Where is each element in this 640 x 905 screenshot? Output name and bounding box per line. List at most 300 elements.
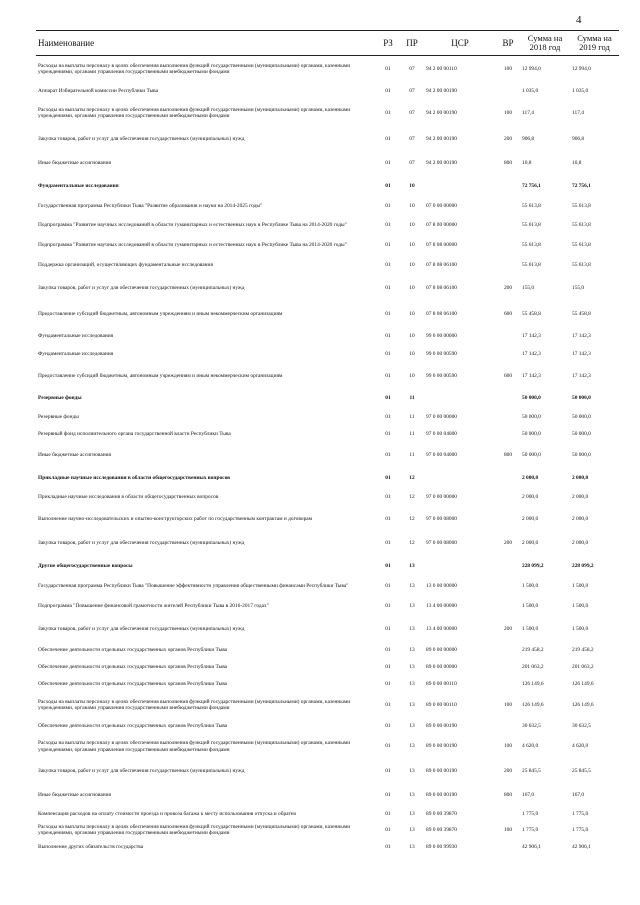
row-name: Расходы на выплаты персоналу в целях обеспечения выполнения функций государственными (муниципальными) органами, казенными учреждениями, органами управления государственными внебюджетными фондами (38, 62, 351, 76)
row-sum-2018: 1 775,0 (522, 810, 539, 817)
header-sum-2018: Сумма на 2018 год (520, 31, 570, 56)
row-rz: 01 (385, 664, 391, 671)
row-sum-2019: 228 099,2 (572, 562, 594, 569)
table-header-row (36, 31, 619, 56)
row-sum-2018: 1 500,0 (522, 625, 539, 632)
row-sum-2019: 1 775,0 (572, 826, 589, 833)
row-rz: 01 (385, 87, 391, 94)
row-csr (424, 556, 496, 577)
row-rz: 01 (385, 351, 391, 358)
row-pr: 07 (409, 109, 415, 116)
row-name: Компенсация расходов на оплату стоимости проезда и провоза багажа к месту использования отпуска и обратно (38, 810, 297, 817)
row-name: Иные бюджетные ассигнования (38, 452, 111, 459)
row-csr: 89 0 00 00190 (426, 792, 457, 799)
table-row (36, 444, 619, 468)
table-row (36, 597, 619, 617)
row-name: Предоставление субсидий бюджетным, автономным учреждениям и иным некоммерческим организациям (38, 310, 283, 317)
row-sum-2018: 50 000,0 (522, 431, 541, 438)
row-vr (496, 489, 520, 507)
row-pr: 10 (409, 242, 415, 249)
row-sum-2018: 2 000,0 (522, 540, 539, 547)
row-sum-2019: 1 500,0 (572, 603, 589, 610)
table-row (36, 507, 619, 532)
row-sum-2019: 50 000,0 (572, 413, 591, 420)
row-csr: 13 4 00 00000 (426, 625, 457, 632)
row-sum-2018: 126 149,6 (522, 701, 544, 708)
row-rz: 01 (385, 515, 391, 522)
row-rz: 01 (385, 160, 391, 167)
row-name: Резервные фонды (38, 395, 82, 402)
row-sum-2019: 42 906,1 (572, 844, 591, 851)
row-name: Резервные фонды (38, 413, 79, 420)
row-csr: 89 0 00 00190 (426, 767, 457, 774)
row-vr: 100 (503, 66, 513, 73)
row-pr: 13 (409, 583, 415, 590)
row-vr (496, 660, 520, 676)
table-row (36, 198, 619, 216)
row-vr: 600 (503, 372, 513, 379)
table-row (36, 660, 619, 676)
row-vr (496, 409, 520, 426)
row-sum-2019: 55 613,8 (572, 203, 591, 210)
row-vr (496, 327, 520, 346)
row-rz: 01 (385, 826, 391, 833)
budget-table (36, 30, 619, 856)
row-rz: 01 (385, 625, 391, 632)
row-vr (496, 507, 520, 532)
row-pr: 13 (409, 792, 415, 799)
table-row (36, 100, 619, 127)
row-vr: 200 (503, 767, 513, 774)
table-row (36, 426, 619, 444)
row-vr: 800 (503, 160, 513, 167)
row-sum-2019: 155,0 (572, 285, 585, 292)
row-name: Расходы на выплаты персоналу в целях обеспечения выполнения функций государственными (муниципальными) органами, казенными учреждениями, органами управления государственными внебюджетными фондами (38, 740, 351, 753)
row-pr: 10 (409, 183, 415, 190)
row-csr: 94 2 00 00110 (426, 66, 457, 73)
row-sum-2018: 167,0 (522, 792, 535, 799)
row-sum-2018: 50 000,0 (522, 395, 541, 402)
row-csr (424, 389, 496, 409)
row-pr: 13 (409, 810, 415, 817)
row-pr: 13 (409, 625, 415, 632)
row-vr (496, 256, 520, 276)
table-row (36, 617, 619, 642)
row-sum-2019: 201 063,2 (572, 664, 594, 671)
row-vr (496, 176, 520, 198)
row-name: Прикладные научные исследования в области общегосударственных вопросов (38, 474, 231, 481)
row-pr: 10 (409, 310, 415, 317)
row-rz: 01 (385, 680, 391, 687)
row-rz: 01 (385, 431, 391, 438)
row-pr: 13 (409, 680, 415, 687)
table-row (36, 821, 619, 840)
row-rz: 01 (385, 647, 391, 654)
table-row (36, 556, 619, 577)
row-rz: 01 (385, 395, 391, 402)
row-sum-2018: 1 775,0 (522, 826, 539, 833)
row-csr: 99 0 00 00590 (426, 351, 457, 358)
row-sum-2018: 50 000,0 (522, 413, 541, 420)
header-rz: РЗ (376, 31, 400, 56)
table-row (36, 784, 619, 808)
row-rz: 01 (385, 310, 391, 317)
row-pr: 10 (409, 203, 415, 210)
row-rz: 01 (385, 135, 391, 142)
table-row (36, 276, 619, 302)
row-vr (496, 389, 520, 409)
row-pr: 12 (409, 540, 415, 547)
row-sum-2018: 17 142,3 (522, 351, 541, 358)
row-csr: 94 2 00 00190 (426, 109, 457, 116)
row-rz: 01 (385, 722, 391, 729)
row-vr (496, 236, 520, 256)
row-sum-2019: 17 142,3 (572, 351, 591, 358)
row-sum-2018: 12 994,0 (522, 66, 541, 73)
row-csr: 89 0 00 39870 (426, 810, 457, 817)
table-row (36, 152, 619, 176)
row-name: Обеспечение деятельности отдельных государственных органов Республики Тыва (38, 722, 228, 729)
table-row (36, 718, 619, 735)
row-csr: 07 8 08 00000 (426, 242, 457, 249)
row-csr: 97 0 00 04000 (426, 452, 457, 459)
row-rz: 01 (385, 810, 391, 817)
row-rz: 01 (385, 452, 391, 459)
row-vr: 600 (503, 310, 513, 317)
row-sum-2019: 2 000,0 (572, 540, 589, 547)
row-vr (496, 556, 520, 577)
row-sum-2018: 1 500,0 (522, 603, 539, 610)
row-name: Закупка товаров, работ и услуг для обеспечения государственных (муниципальных) нужд (38, 625, 245, 632)
row-vr: 200 (503, 285, 513, 292)
row-rz: 01 (385, 792, 391, 799)
row-sum-2019: 167,0 (572, 792, 585, 799)
row-pr: 10 (409, 351, 415, 358)
row-name: Фундаментальные исследования (38, 332, 114, 339)
row-pr: 13 (409, 701, 415, 708)
row-pr: 13 (409, 647, 415, 654)
row-csr: 97 0 00 04000 (426, 431, 457, 438)
row-vr (496, 83, 520, 100)
row-pr: 07 (409, 160, 415, 167)
row-rz: 01 (385, 109, 391, 116)
row-sum-2018: 30 632,5 (522, 722, 541, 729)
row-sum-2019: 55 613,8 (572, 242, 591, 249)
row-vr (496, 426, 520, 444)
table-body (36, 56, 619, 856)
row-sum-2019: 50 000,0 (572, 431, 591, 438)
row-pr: 07 (409, 66, 415, 73)
row-name: Предоставление субсидий бюджетным, автономным учреждениям и иным некоммерческим организациям (38, 372, 283, 379)
row-rz: 01 (385, 183, 391, 190)
row-vr (496, 808, 520, 821)
row-csr: 89 0 00 00190 (426, 743, 457, 750)
row-rz: 01 (385, 474, 391, 481)
row-csr: 07 0 00 00000 (426, 203, 457, 210)
table-row (36, 176, 619, 198)
row-sum-2018: 228 099,2 (522, 562, 544, 569)
row-sum-2018: 117,4 (522, 109, 534, 116)
row-sum-2018: 1 500,0 (522, 583, 539, 590)
row-name: Обеспечение деятельности отдельных государственных органов Республики Тыва (38, 647, 228, 654)
table-row (36, 127, 619, 152)
row-csr: 99 0 00 00590 (426, 372, 457, 379)
row-pr: 07 (409, 135, 415, 142)
table-row (36, 302, 619, 327)
row-rz: 01 (385, 262, 391, 269)
row-name: Выполнение научно-исследовательских и опытно-конструкторских работ по государственным контрактам и договорам (38, 515, 313, 522)
row-rz: 01 (385, 562, 391, 569)
row-pr: 10 (409, 222, 415, 229)
table-row (36, 389, 619, 409)
table-row (36, 489, 619, 507)
row-rz: 01 (385, 203, 391, 210)
row-rz: 01 (385, 743, 391, 750)
row-rz: 01 (385, 222, 391, 229)
row-vr: 100 (503, 826, 513, 833)
row-sum-2019: 1 500,0 (572, 625, 589, 632)
row-sum-2018: 55 613,8 (522, 222, 541, 229)
row-name: Расходы на выплаты персоналу в целях обеспечения выполнения функций государственными (муниципальными) органами, казенными учреждениями, органами управления государственными внебюджетными фондами (38, 106, 351, 119)
row-sum-2019: 55 458,8 (572, 310, 591, 317)
row-rz: 01 (385, 603, 391, 610)
row-sum-2019: 126 149,6 (572, 680, 594, 687)
row-csr (424, 468, 496, 489)
row-name: Другие общегосударственные вопросы (38, 562, 133, 569)
table-row (36, 83, 619, 100)
row-sum-2018: 10,8 (522, 160, 532, 167)
row-sum-2018: 42 906,1 (522, 844, 541, 851)
row-vr (496, 198, 520, 216)
row-csr: 94 2 00 00190 (426, 160, 457, 167)
row-vr (496, 840, 520, 856)
row-vr: 800 (503, 452, 513, 459)
row-csr: 07 8 08 06100 (426, 310, 457, 317)
row-sum-2018: 155,0 (522, 285, 535, 292)
row-vr: 100 (503, 743, 513, 750)
header-csr: ЦСР (424, 31, 496, 56)
row-pr: 07 (409, 87, 415, 94)
row-sum-2019: 219 458,2 (572, 647, 594, 654)
row-csr: 89 0 00 00190 (426, 722, 457, 729)
table-row (36, 735, 619, 759)
header-vr: ВР (496, 31, 520, 56)
row-sum-2019: 30 632,5 (572, 722, 591, 729)
row-csr: 89 0 00 00000 (426, 647, 457, 654)
row-pr: 13 (409, 826, 415, 833)
row-sum-2018: 55 613,8 (522, 262, 541, 269)
row-csr: 94 2 00 00190 (426, 87, 457, 94)
row-csr: 13 0 00 00000 (426, 583, 457, 590)
row-pr: 12 (409, 474, 415, 481)
row-csr: 99 0 00 00000 (426, 332, 457, 339)
row-sum-2018: 72 756,1 (522, 183, 541, 190)
row-sum-2019: 126 149,6 (572, 701, 594, 708)
row-sum-2018: 2 000,0 (522, 515, 539, 522)
row-name: Фундаментальные исследования (38, 183, 119, 190)
row-csr: 13 4 00 00000 (426, 603, 457, 610)
row-name: Закупка товаров, работ и услуг для обеспечения государственных (муниципальных) нужд (38, 540, 245, 547)
row-name: Иные бюджетные ассигнования (38, 160, 111, 167)
row-sum-2019: 4 620,0 (572, 743, 589, 750)
row-vr: 800 (503, 792, 513, 799)
row-sum-2019: 50 000,0 (572, 452, 591, 459)
row-vr (496, 468, 520, 489)
row-name: Подпрограмма "Повышение финансовой грамотности жителей Республики Тыва в 2016-2017 годах" (38, 603, 269, 610)
row-vr: 100 (503, 701, 513, 708)
row-csr: 94 2 00 00190 (426, 135, 457, 142)
row-pr: 13 (409, 722, 415, 729)
row-rz: 01 (385, 767, 391, 774)
row-sum-2019: 55 613,8 (572, 262, 591, 269)
row-name: Закупка товаров, работ и услуг для обеспечения государственных (муниципальных) нужд (38, 135, 245, 142)
row-csr: 97 0 00 00000 (426, 413, 457, 420)
row-sum-2019: 17 142,3 (572, 372, 591, 379)
row-rz: 01 (385, 372, 391, 379)
row-pr: 13 (409, 743, 415, 750)
row-sum-2019: 906,8 (572, 135, 585, 142)
row-csr: 07 8 00 00000 (426, 222, 457, 229)
row-sum-2019: 10,8 (572, 160, 582, 167)
header-pr: ПР (400, 31, 424, 56)
row-rz: 01 (385, 701, 391, 708)
table-row (36, 693, 619, 718)
row-vr (496, 216, 520, 236)
row-vr (496, 718, 520, 735)
row-sum-2019: 25 845,5 (572, 767, 591, 774)
row-vr: 200 (503, 625, 513, 632)
table-row (36, 468, 619, 489)
row-sum-2018: 50 000,0 (522, 452, 541, 459)
table-row (36, 327, 619, 346)
row-rz: 01 (385, 285, 391, 292)
row-vr (496, 676, 520, 693)
row-name: Государственная программа Республики Тыва "Развитие образования и науки на 2014-2025 годы" (38, 203, 263, 210)
row-name: Резервный фонд исполнительного органа государственной власти Республики Тыва (38, 431, 231, 438)
table-row (36, 808, 619, 821)
row-sum-2019: 2 000,0 (572, 474, 589, 481)
row-name: Расходы на выплаты персоналу в целях обеспечения выполнения функций государственными (муниципальными) органами, казенными учреждениями, органами управления государственными внебюджетными фондами (38, 698, 351, 711)
row-sum-2019: 1 500,0 (572, 583, 589, 590)
row-pr: 10 (409, 262, 415, 269)
header-sum-2019: Сумма на 2019 год (570, 31, 619, 56)
row-pr: 12 (409, 494, 415, 501)
table-row (36, 676, 619, 693)
row-csr (424, 176, 496, 198)
row-name: Расходы на выплаты персоналу в целях обеспечения выполнения функций государственными (муниципальными) органами, казенными учреждениями, органами управления государственными внебюджетными фондами (38, 823, 351, 836)
row-csr: 89 0 00 39870 (426, 826, 457, 833)
table-row (36, 840, 619, 856)
row-pr: 13 (409, 562, 415, 569)
header-name: Наименование (36, 31, 376, 56)
row-sum-2019: 50 000,0 (572, 395, 591, 402)
row-rz: 01 (385, 540, 391, 547)
row-csr: 89 0 00 00000 (426, 664, 457, 671)
row-sum-2019: 2 000,0 (572, 515, 589, 522)
row-pr: 11 (409, 431, 415, 438)
row-pr: 11 (409, 413, 415, 420)
table-row (36, 759, 619, 784)
row-sum-2019: 117,4 (572, 109, 584, 116)
row-sum-2018: 906,8 (522, 135, 535, 142)
row-rz: 01 (385, 66, 391, 73)
row-rz: 01 (385, 332, 391, 339)
row-sum-2019: 2 000,0 (572, 494, 589, 501)
row-vr (496, 577, 520, 597)
row-name: Прикладные научные исследования в области общегосударственных вопросов (38, 494, 219, 501)
row-name: Закупка товаров, работ и услуг для обеспечения государственных (муниципальных) нужд (38, 767, 245, 774)
row-sum-2019: 1 775,0 (572, 810, 589, 817)
row-sum-2018: 201 063,2 (522, 664, 544, 671)
row-vr (496, 597, 520, 617)
row-csr: 89 0 00 00110 (426, 701, 457, 708)
table-row (36, 236, 619, 256)
table-row (36, 256, 619, 276)
row-pr: 12 (409, 515, 415, 522)
row-vr (496, 642, 520, 660)
row-pr: 13 (409, 767, 415, 774)
page-number: 4 (576, 14, 582, 26)
row-sum-2018: 4 620,0 (522, 743, 539, 750)
row-name: Фундаментальные исследования (38, 351, 114, 358)
table-row (36, 532, 619, 556)
row-vr (496, 346, 520, 364)
row-sum-2018: 2 000,0 (522, 494, 539, 501)
row-csr: 07 8 08 06100 (426, 262, 457, 269)
table-row (36, 642, 619, 660)
row-vr: 200 (503, 540, 513, 547)
row-name: Иные бюджетные ассигнования (38, 792, 111, 799)
row-pr: 10 (409, 332, 415, 339)
row-name: Подпрограмма "Развитие научных исследований в области гуманитарных и естественных наук в Республике Тыва на 2014-2020 годы" (38, 242, 347, 249)
row-csr: 89 0 00 00110 (426, 680, 457, 687)
row-sum-2018: 55 613,8 (522, 242, 541, 249)
table-row (36, 577, 619, 597)
row-csr: 97 0 00 00000 (426, 494, 457, 501)
row-sum-2018: 17 142,3 (522, 332, 541, 339)
row-vr: 100 (503, 109, 513, 116)
table-row (36, 364, 619, 389)
row-sum-2018: 55 613,8 (522, 203, 541, 210)
row-pr: 13 (409, 603, 415, 610)
table-row (36, 56, 619, 83)
row-name: Выполнение других обязательств государства (38, 844, 144, 851)
row-name: Поддержка организаций, осуществляющих фундаментальные исследования (38, 262, 213, 269)
row-sum-2019: 12 994,0 (572, 66, 591, 73)
row-csr: 97 0 00 08000 (426, 540, 457, 547)
row-pr: 10 (409, 285, 415, 292)
row-sum-2018: 17 142,3 (522, 372, 541, 379)
row-rz: 01 (385, 844, 391, 851)
table-row (36, 346, 619, 364)
row-sum-2019: 17 142,3 (572, 332, 591, 339)
row-sum-2018: 1 035,0 (522, 87, 539, 94)
row-sum-2019: 1 035,0 (572, 87, 589, 94)
row-sum-2018: 126 149,6 (522, 680, 544, 687)
row-pr: 10 (409, 372, 415, 379)
row-pr: 13 (409, 844, 415, 851)
row-sum-2019: 72 756,1 (572, 183, 591, 190)
row-sum-2019: 55 613,8 (572, 222, 591, 229)
row-name: Подпрограмма "Развитие научных исследований в области гуманитарных и естественных наук в Республике Тыва на 2014-2020 годы" (38, 222, 347, 229)
table-row (36, 409, 619, 426)
row-sum-2018: 55 458,8 (522, 310, 541, 317)
row-sum-2018: 25 845,5 (522, 767, 541, 774)
row-rz: 01 (385, 242, 391, 249)
table-row (36, 216, 619, 236)
row-name: Аппарат Избирательной комиссии Республики Тыва (38, 87, 159, 94)
row-name: Обеспечение деятельности отдельных государственных органов Республики Тыва (38, 680, 228, 687)
